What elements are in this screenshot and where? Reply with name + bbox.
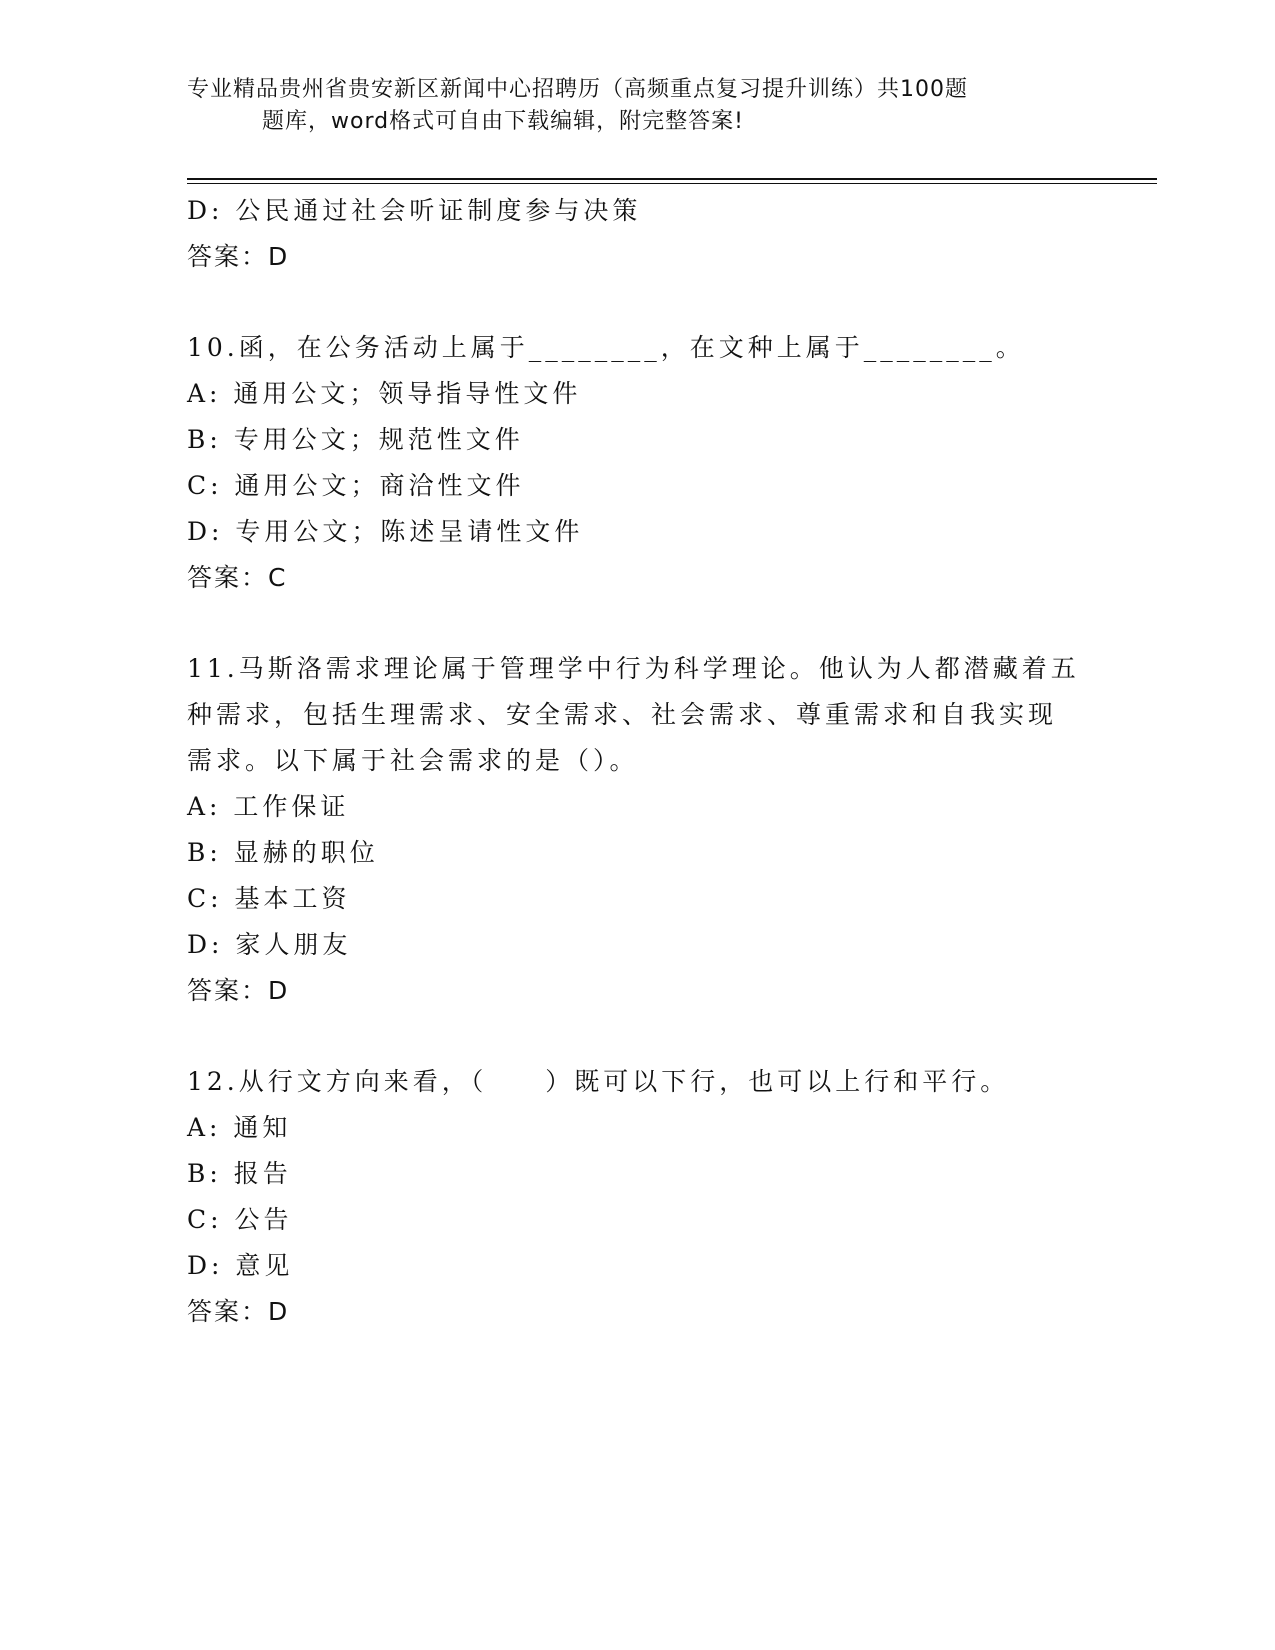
question-11 (187, 646, 1087, 1014)
header-title-line-1: 专业精品贵州省贵安新区新闻中心招聘历（高频重点复习提升训练）共100题 (187, 77, 968, 102)
document-body (187, 188, 1087, 1335)
option-d: D: 专用公文；陈述呈请性文件 (187, 517, 584, 546)
question-stem-line-1: 11.马斯洛需求理论属于管理学中行为科学理论。他认为人都潜藏着五 (187, 654, 1080, 683)
option-b: B: 专用公文；规范性文件 (187, 425, 524, 454)
header-divider-thick (187, 178, 1157, 180)
prev-question-option-d: D: 公民通过社会听证制度参与决策 (187, 196, 642, 225)
header-divider-thin (187, 183, 1157, 184)
question-stem-line-3: 需求。以下属于社会需求的是（）。 (187, 746, 639, 775)
option-c: C: 基本工资 (187, 884, 351, 913)
option-c: C: 通用公文；商洽性文件 (187, 471, 525, 500)
spacer (187, 1014, 1087, 1059)
header-title-line-2: 题库，word格式可自由下载编辑，附完整答案! (262, 109, 744, 134)
option-a: A: 通用公文；领导指导性文件 (187, 379, 582, 408)
document-header (187, 74, 1047, 138)
prev-question-answer: 答案：D (187, 242, 290, 271)
question-10 (187, 325, 1087, 601)
option-d: D: 家人朋友 (187, 930, 352, 959)
option-b: B: 显赫的职位 (187, 838, 379, 867)
question-stem-line-2: 种需求，包括生理需求、安全需求、社会需求、尊重需求和自我实现 (187, 700, 1058, 729)
spacer (187, 601, 1087, 646)
option-a: A: 通知 (187, 1113, 292, 1142)
question-answer: 答案：D (187, 1297, 290, 1326)
option-d: D: 意见 (187, 1251, 294, 1280)
option-a: A: 工作保证 (187, 792, 350, 821)
spacer (187, 280, 1087, 325)
question-answer: 答案：D (187, 976, 290, 1005)
question-answer: 答案：C (187, 563, 288, 592)
question-stem: 12.从行文方向来看，（ ）既可以下行，也可以上行和平行。 (187, 1067, 1010, 1096)
question-stem: 10.函，在公务活动上属于________，在文种上属于________。 (187, 333, 1025, 362)
option-c: C: 公告 (187, 1205, 293, 1234)
option-b: B: 报告 (187, 1159, 292, 1188)
question-12 (187, 1059, 1087, 1335)
